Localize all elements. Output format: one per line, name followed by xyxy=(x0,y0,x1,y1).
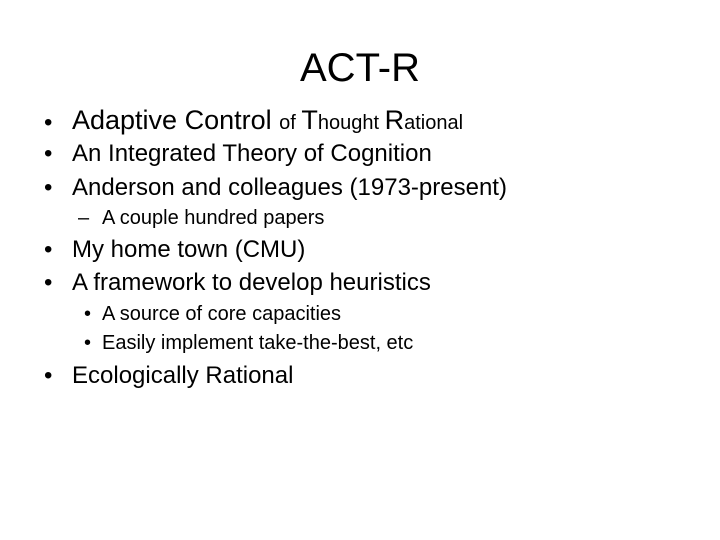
sub-bullet-marker: – xyxy=(78,207,90,229)
bullet-text-part: T xyxy=(301,105,318,135)
bullet-text: Anderson and colleagues (1973-present) xyxy=(72,174,507,201)
bullet-text xyxy=(72,103,463,140)
bullet-text: Ecologically Rational xyxy=(72,362,294,389)
bullet-text: An Integrated Theory of Cognition xyxy=(72,140,432,167)
bullet-text-part: hought xyxy=(317,112,385,134)
bullet-text-part: ational xyxy=(404,112,464,134)
bullet-marker: • xyxy=(44,269,53,296)
bullet-text-part: R xyxy=(384,105,405,135)
bullet-text: A framework to develop heuristics xyxy=(72,269,431,296)
bullet-marker: • xyxy=(44,140,53,167)
sub-bullet-marker: • xyxy=(84,303,92,325)
bullet-marker: • xyxy=(44,174,53,201)
sub-bullet-marker: • xyxy=(84,332,92,354)
bullet-text-part: Adaptive Control xyxy=(72,105,280,135)
bullet-marker: • xyxy=(44,109,53,136)
bullet-text-part: of xyxy=(279,112,302,134)
sub-bullet-text: A couple hundred papers xyxy=(102,207,325,229)
bullet-marker: • xyxy=(44,362,53,389)
slide-title: ACT-R xyxy=(300,46,420,90)
bullet-marker: • xyxy=(44,236,53,263)
sub-bullet-text: A source of core capacities xyxy=(102,303,342,325)
bullet-text: My home town (CMU) xyxy=(72,236,306,263)
sub-bullet-text: Easily implement take-the-best, etc xyxy=(102,332,414,354)
